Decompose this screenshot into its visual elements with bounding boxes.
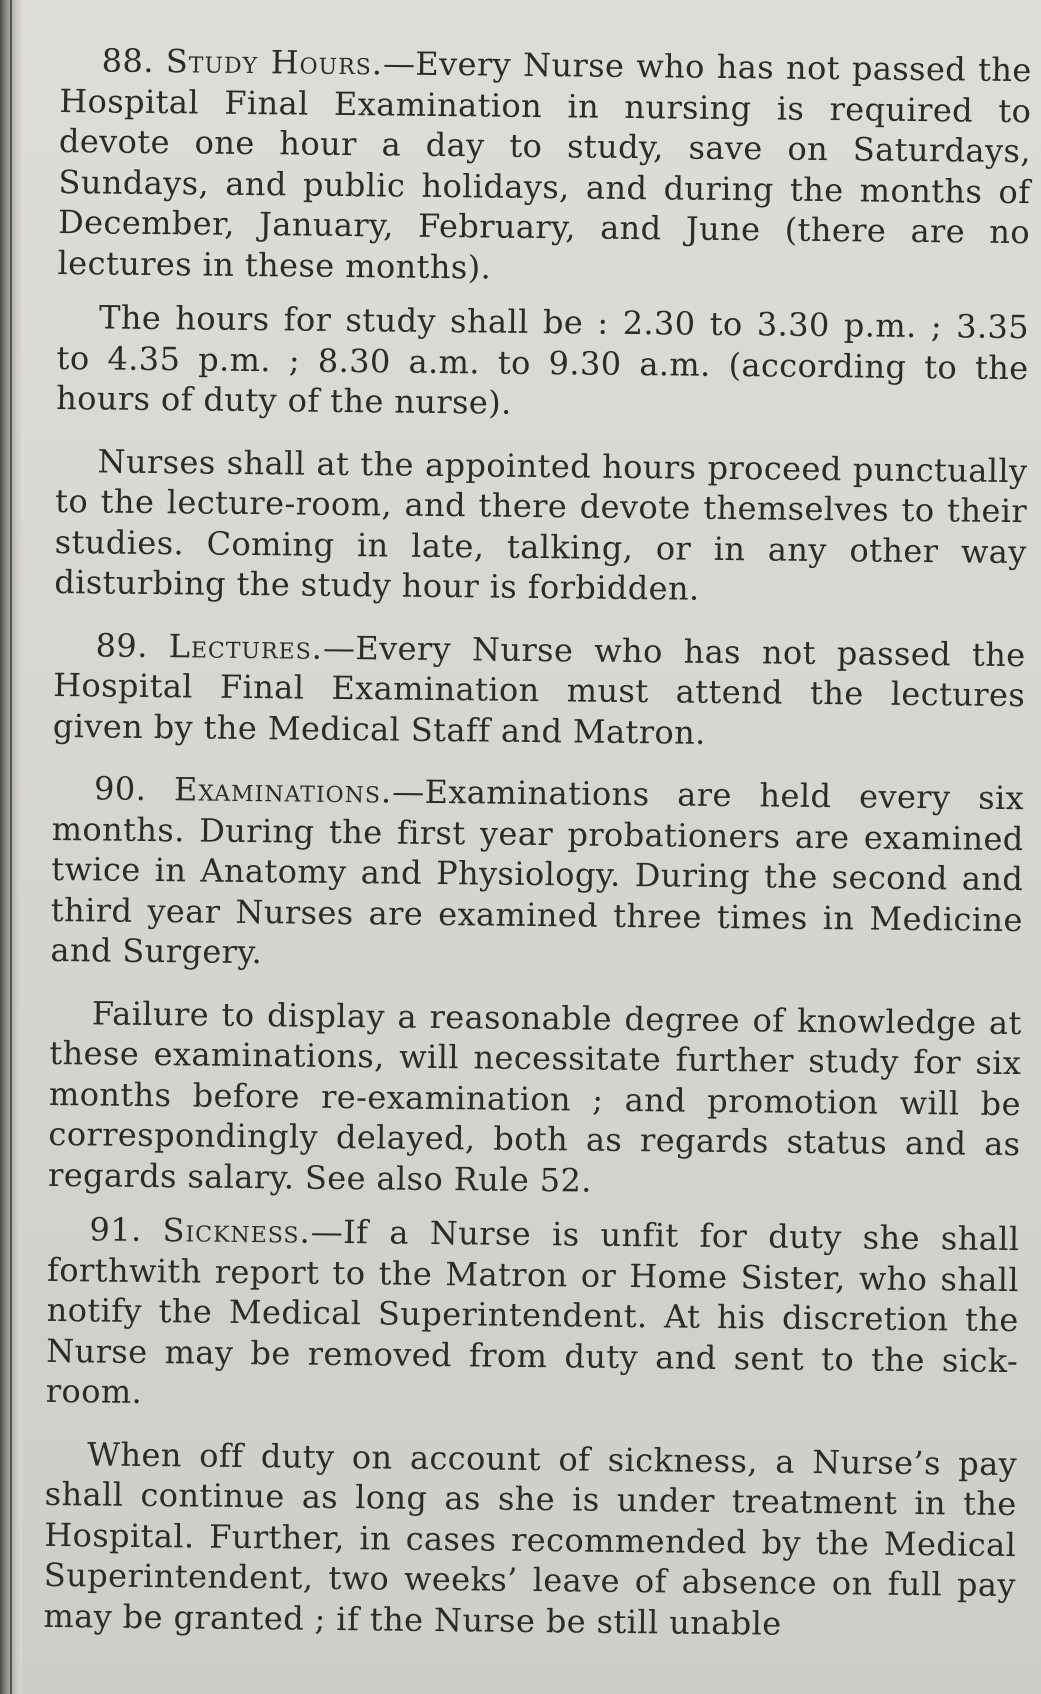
rule-text: —Every Nurse who has not passed the Hospital Final Examination in nursing is required to devote one hour a day to study, save on Saturdays, Sundays, and public holidays, and during the months of December, January, February, and June (there are no lectures in these months). [57, 44, 1032, 287]
study-punctuality: Nurses shall at the appointed hours proceed punctually to the lecture-room, and there devote themselves to their studies. Coming in late, talking, or in any other way disturbing the study hour is forbidden. [54, 441, 1028, 608]
rule-number: 91. [89, 1210, 142, 1249]
rule-heading: Examinations. [173, 770, 393, 811]
rule-heading: Sickness. [162, 1211, 311, 1251]
page-text-column [43, 40, 1032, 1646]
rule-number: 89. [95, 625, 148, 665]
rule-89-lectures [53, 624, 1026, 756]
rule-number: 90. [93, 769, 147, 808]
examination-failure: Failure to display a reasonable degree of knowledge at these examinations, will necessitate further study for six months before re-examination ; and promotion will be correspondingly delayed, both as regards status and as regards salary. See also Rule 52. [47, 993, 1022, 1200]
page-edge-line [10, 0, 12, 1694]
book-page [22, 0, 1041, 1694]
rule-heading: Lectures. [168, 626, 324, 667]
study-hours-schedule: The hours for study shall be : 2.30 to 3.30 p.m. ; 3.35 to 4.35 p.m. ; 8.30 a.m. to 9.30 a.m. (according to the hours of duty of the nurse). [56, 298, 1030, 422]
sickness-pay: When off duty on account of sickness, a Nurse’s pay shall continue as long as she is under treatment in the Hospital. Further, in cases recommended by the Medical Superintendent, two weeks’ leave of absence on full pay may be granted ; if the Nurse be still unable [43, 1434, 1018, 1643]
rule-91-sickness [46, 1209, 1020, 1422]
rule-number: 88. [101, 41, 155, 80]
rule-text: —Examinations are held every six months. During the first year probationers are examined twice in Anatomy and Physiology. During the second and third year Nurses are examined three times in Medicine and Surgery. [50, 772, 1025, 972]
rule-text: —Every Nurse who has not passed the Hospital Final Examination must attend the lectures given by the Medical Staff and Matron. [52, 628, 1026, 752]
rule-90-examinations [50, 768, 1024, 981]
rule-text: —If a Nurse is unfit for duty she shall forthwith report to the Matron or Home Sister, who shall notify the Medical Superintendent. At his discretion the Nurse may be removed from duty and sent to the sick-room. [45, 1212, 1020, 1411]
rule-heading: Study Hours. [165, 42, 384, 83]
rule-88-study-hours [57, 40, 1031, 293]
